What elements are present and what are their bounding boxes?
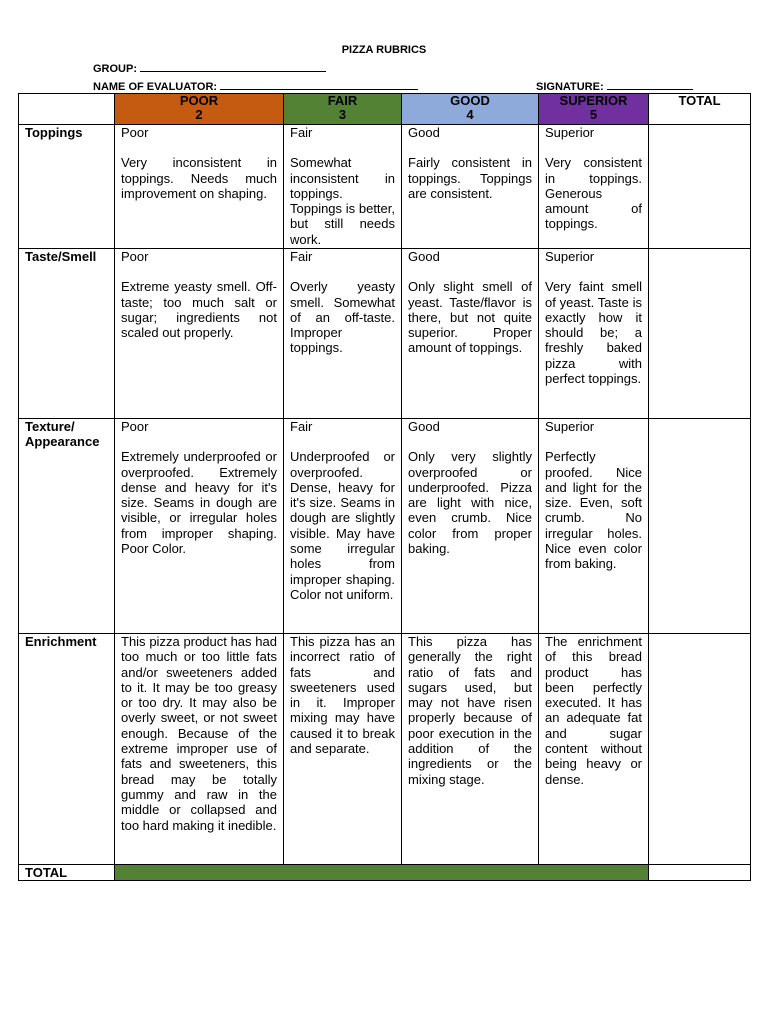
- taste-superior-text: Very faint smell of yeast. Taste is exactly how it should be; a freshly baked pizza with perfect toppings.: [545, 279, 642, 387]
- grand-total-cell[interactable]: [649, 865, 751, 881]
- header-good: [402, 94, 539, 125]
- taste-fair-text: Overly yeasty smell. Somewhat of an off-taste. Improper toppings.: [290, 279, 395, 356]
- rubric-row-taste-smell: [19, 249, 751, 419]
- group-label: GROUP:: [93, 63, 137, 75]
- toppings-poor-level: Poor: [121, 125, 149, 140]
- toppings-fair-text: Somewhat inconsistent in toppings. Toppings is better, but still needs work.: [290, 155, 395, 247]
- total-row-label: TOTAL: [19, 865, 115, 881]
- texture-good-text: Only very slightly overproofed or underproofed. Pizza are light with nice, even crumb. Nice color from proper baking.: [408, 449, 532, 557]
- total-row: [19, 865, 751, 881]
- enrichment-superior-text: The enrichment of this bread product has been perfectly executed. It has an adequate fat and sugar content without being heavy or dense.: [545, 634, 642, 787]
- taste-poor-text: Extreme yeasty smell. Off-taste; too much salt or sugar; ingredients not scaled out properly.: [121, 279, 277, 341]
- header-superior-score: 5: [589, 107, 598, 122]
- enrichment-good-text: This pizza has generally the right ratio of fats and sugars used, but may not have risen properly because of poor execution in the addition of the ingredients or the mixing stage.: [408, 634, 532, 787]
- rubric-row-texture-appearance: [19, 419, 751, 634]
- total-row-bar: [115, 865, 649, 881]
- taste-poor-cell[interactable]: [115, 249, 284, 419]
- enrichment-total-cell[interactable]: [649, 634, 751, 865]
- header-poor-score: 2: [195, 107, 203, 122]
- toppings-good-text: Fairly consistent in toppings. Toppings are consistent.: [408, 155, 532, 201]
- evaluator-label: NAME OF EVALUATOR:: [93, 81, 218, 93]
- enrichment-superior-cell[interactable]: [539, 634, 649, 865]
- criterion-texture-appearance: Texture/ Appearance: [19, 419, 115, 634]
- taste-fair-cell[interactable]: [284, 249, 402, 419]
- texture-poor-level: Poor: [121, 419, 149, 434]
- texture-superior-text: Perfectly proofed. Nice and light for the size. Even, soft crumb. No irregular holes. Nice even color from baking.: [545, 449, 642, 572]
- enrichment-poor-cell[interactable]: [115, 634, 284, 865]
- texture-good-level: Good: [408, 419, 440, 434]
- texture-fair-cell[interactable]: [284, 419, 402, 634]
- taste-superior-cell[interactable]: [539, 249, 649, 419]
- taste-poor-level: Poor: [121, 249, 149, 264]
- group-field[interactable]: [93, 61, 326, 75]
- header-poor: [115, 94, 284, 125]
- rubric-row-enrichment: [19, 634, 751, 865]
- header-fair: [284, 94, 402, 125]
- texture-poor-text: Extremely underproofed or overproofed. Extremely dense and heavy for it's size. Seams in dough are visible, or irregular holes from improper shaping. Poor Color.: [121, 449, 277, 557]
- group-blank-line[interactable]: [140, 61, 326, 72]
- taste-good-text: Only slight smell of yeast. Taste/flavor is there, but not quite superior. Proper amount of toppings.: [408, 279, 532, 356]
- texture-superior-cell[interactable]: [539, 419, 649, 634]
- toppings-fair-cell[interactable]: [284, 125, 402, 249]
- signature-label: SIGNATURE:: [536, 81, 604, 93]
- toppings-poor-cell[interactable]: [115, 125, 284, 249]
- toppings-good-level: Good: [408, 125, 440, 140]
- enrichment-good-cell[interactable]: [402, 634, 539, 865]
- header-fair-score: 3: [338, 107, 347, 122]
- texture-total-cell[interactable]: [649, 419, 751, 634]
- header-superior-label: SUPERIOR: [559, 93, 628, 108]
- toppings-fair-level: Fair: [290, 125, 313, 140]
- signature-field[interactable]: [536, 79, 693, 93]
- header-total-label: TOTAL: [678, 93, 721, 108]
- taste-total-cell[interactable]: [649, 249, 751, 419]
- texture-poor-cell[interactable]: [115, 419, 284, 634]
- header-criteria-cell: [19, 94, 115, 125]
- header-good-label: GOOD: [450, 93, 490, 108]
- header-poor-label: POOR: [179, 93, 219, 108]
- signature-blank-line[interactable]: [607, 79, 693, 90]
- header-good-score: 4: [466, 107, 474, 122]
- taste-good-cell[interactable]: [402, 249, 539, 419]
- toppings-superior-level: Superior: [545, 125, 595, 140]
- rubric-row-toppings: [19, 125, 751, 249]
- texture-fair-level: Fair: [290, 419, 313, 434]
- criterion-enrichment: Enrichment: [19, 634, 115, 865]
- criterion-taste-smell: Taste/Smell: [19, 249, 115, 419]
- enrichment-fair-cell[interactable]: [284, 634, 402, 865]
- rubric-table: [18, 93, 751, 881]
- evaluator-blank-line[interactable]: [220, 79, 418, 90]
- criterion-toppings: Toppings: [19, 125, 115, 249]
- taste-fair-level: Fair: [290, 249, 313, 264]
- toppings-poor-text: Very inconsistent in toppings. Needs much improvement on shaping.: [121, 155, 277, 201]
- enrichment-fair-text: This pizza has an incorrect ratio of fats and sweeteners used in it. Improper mixing may have caused it to break and separate.: [290, 634, 395, 757]
- evaluator-field[interactable]: [93, 79, 418, 93]
- texture-fair-text: Underproofed or overproofed. Dense, heavy for it's size. Seams in dough are slightly visible. May have some irregular holes from improper shaping. Color not uniform.: [290, 449, 395, 602]
- enrichment-poor-text: This pizza product has had too much or too little fats and/or sweeteners added to it. It may be too greasy or too dry. It may also be overly sweet, or not sweet enough. Because of the extreme improper use of fats and sweeteners, this bread may be totally gummy and raw in the middle or collapsed and too hard making it inedible.: [121, 634, 277, 833]
- toppings-good-cell[interactable]: [402, 125, 539, 249]
- header-superior: [539, 94, 649, 125]
- page-title: PIZZA RUBRICS: [341, 44, 427, 56]
- header-row: [19, 94, 751, 125]
- texture-good-cell[interactable]: [402, 419, 539, 634]
- header-fair-label: FAIR: [327, 93, 358, 108]
- toppings-superior-cell[interactable]: [539, 125, 649, 249]
- toppings-total-cell[interactable]: [649, 125, 751, 249]
- taste-good-level: Good: [408, 249, 440, 264]
- header-total: [649, 94, 751, 125]
- toppings-superior-text: Very consistent in toppings. Generous amount of toppings.: [545, 155, 642, 232]
- texture-superior-level: Superior: [545, 419, 595, 434]
- taste-superior-level: Superior: [545, 249, 595, 264]
